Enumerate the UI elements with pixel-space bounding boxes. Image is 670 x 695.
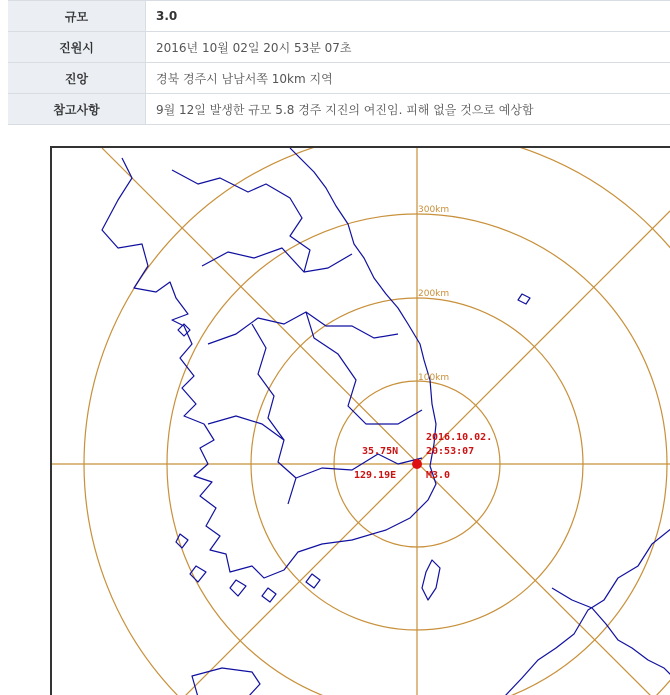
ring-label-100km: 100km: [418, 373, 450, 383]
province-border-f: [306, 312, 422, 424]
province-border-a: [202, 248, 352, 272]
korea-outline: [102, 148, 436, 578]
island-6: [230, 580, 246, 596]
ring-400km: [84, 148, 670, 695]
epicenter-labels: [354, 432, 492, 481]
magnitude-value: 3.0: [146, 1, 670, 32]
epicenter-value: 경북 경주시 남남서쪽 10km 지역: [146, 63, 670, 94]
epicenter-marker: [412, 459, 422, 469]
diagonal-line-nw-se: [102, 148, 652, 695]
notes-label: 참고사항: [8, 94, 146, 125]
province-border-d: [208, 416, 284, 440]
notes-value: 9월 12일 발생한 규모 5.8 경주 지진의 여진임. 피해 없을 것으로 예상함: [146, 94, 670, 125]
time-label: 20:53:07: [426, 446, 475, 457]
origin-time-label: 진원시: [8, 32, 146, 63]
latitude-label: 35.75N: [362, 446, 399, 457]
magnitude-map-label: M3.0: [426, 470, 451, 481]
magnitude-label: 규모: [8, 1, 146, 32]
info-row-origin-time: [8, 32, 670, 63]
date-label: 2016.10.02.: [426, 432, 493, 443]
earthquake-info-table: [8, 0, 670, 125]
origin-time-value: 2016년 10월 02일 20시 53분 07초: [146, 32, 670, 63]
distance-rings: [52, 148, 670, 695]
province-border-b: [208, 312, 398, 344]
japan-coast-inner: [552, 588, 670, 676]
island-1: [422, 560, 440, 600]
ring-label-300km: 300km: [418, 205, 450, 215]
longitude-label: 129.19E: [354, 470, 397, 481]
japan-coast: [504, 528, 670, 695]
jeju-island: [192, 668, 260, 695]
coastline: [102, 148, 670, 695]
island-8: [306, 574, 320, 588]
epicenter-label: 진앙: [8, 63, 146, 94]
island-2: [518, 294, 530, 304]
info-row-epicenter: [8, 63, 670, 94]
ring-label-200km: 200km: [418, 289, 450, 299]
island-7: [262, 588, 276, 602]
map-canvas: [52, 148, 670, 695]
info-row-magnitude: [8, 1, 670, 32]
epicenter-map: [50, 146, 670, 695]
info-row-notes: [8, 94, 670, 125]
